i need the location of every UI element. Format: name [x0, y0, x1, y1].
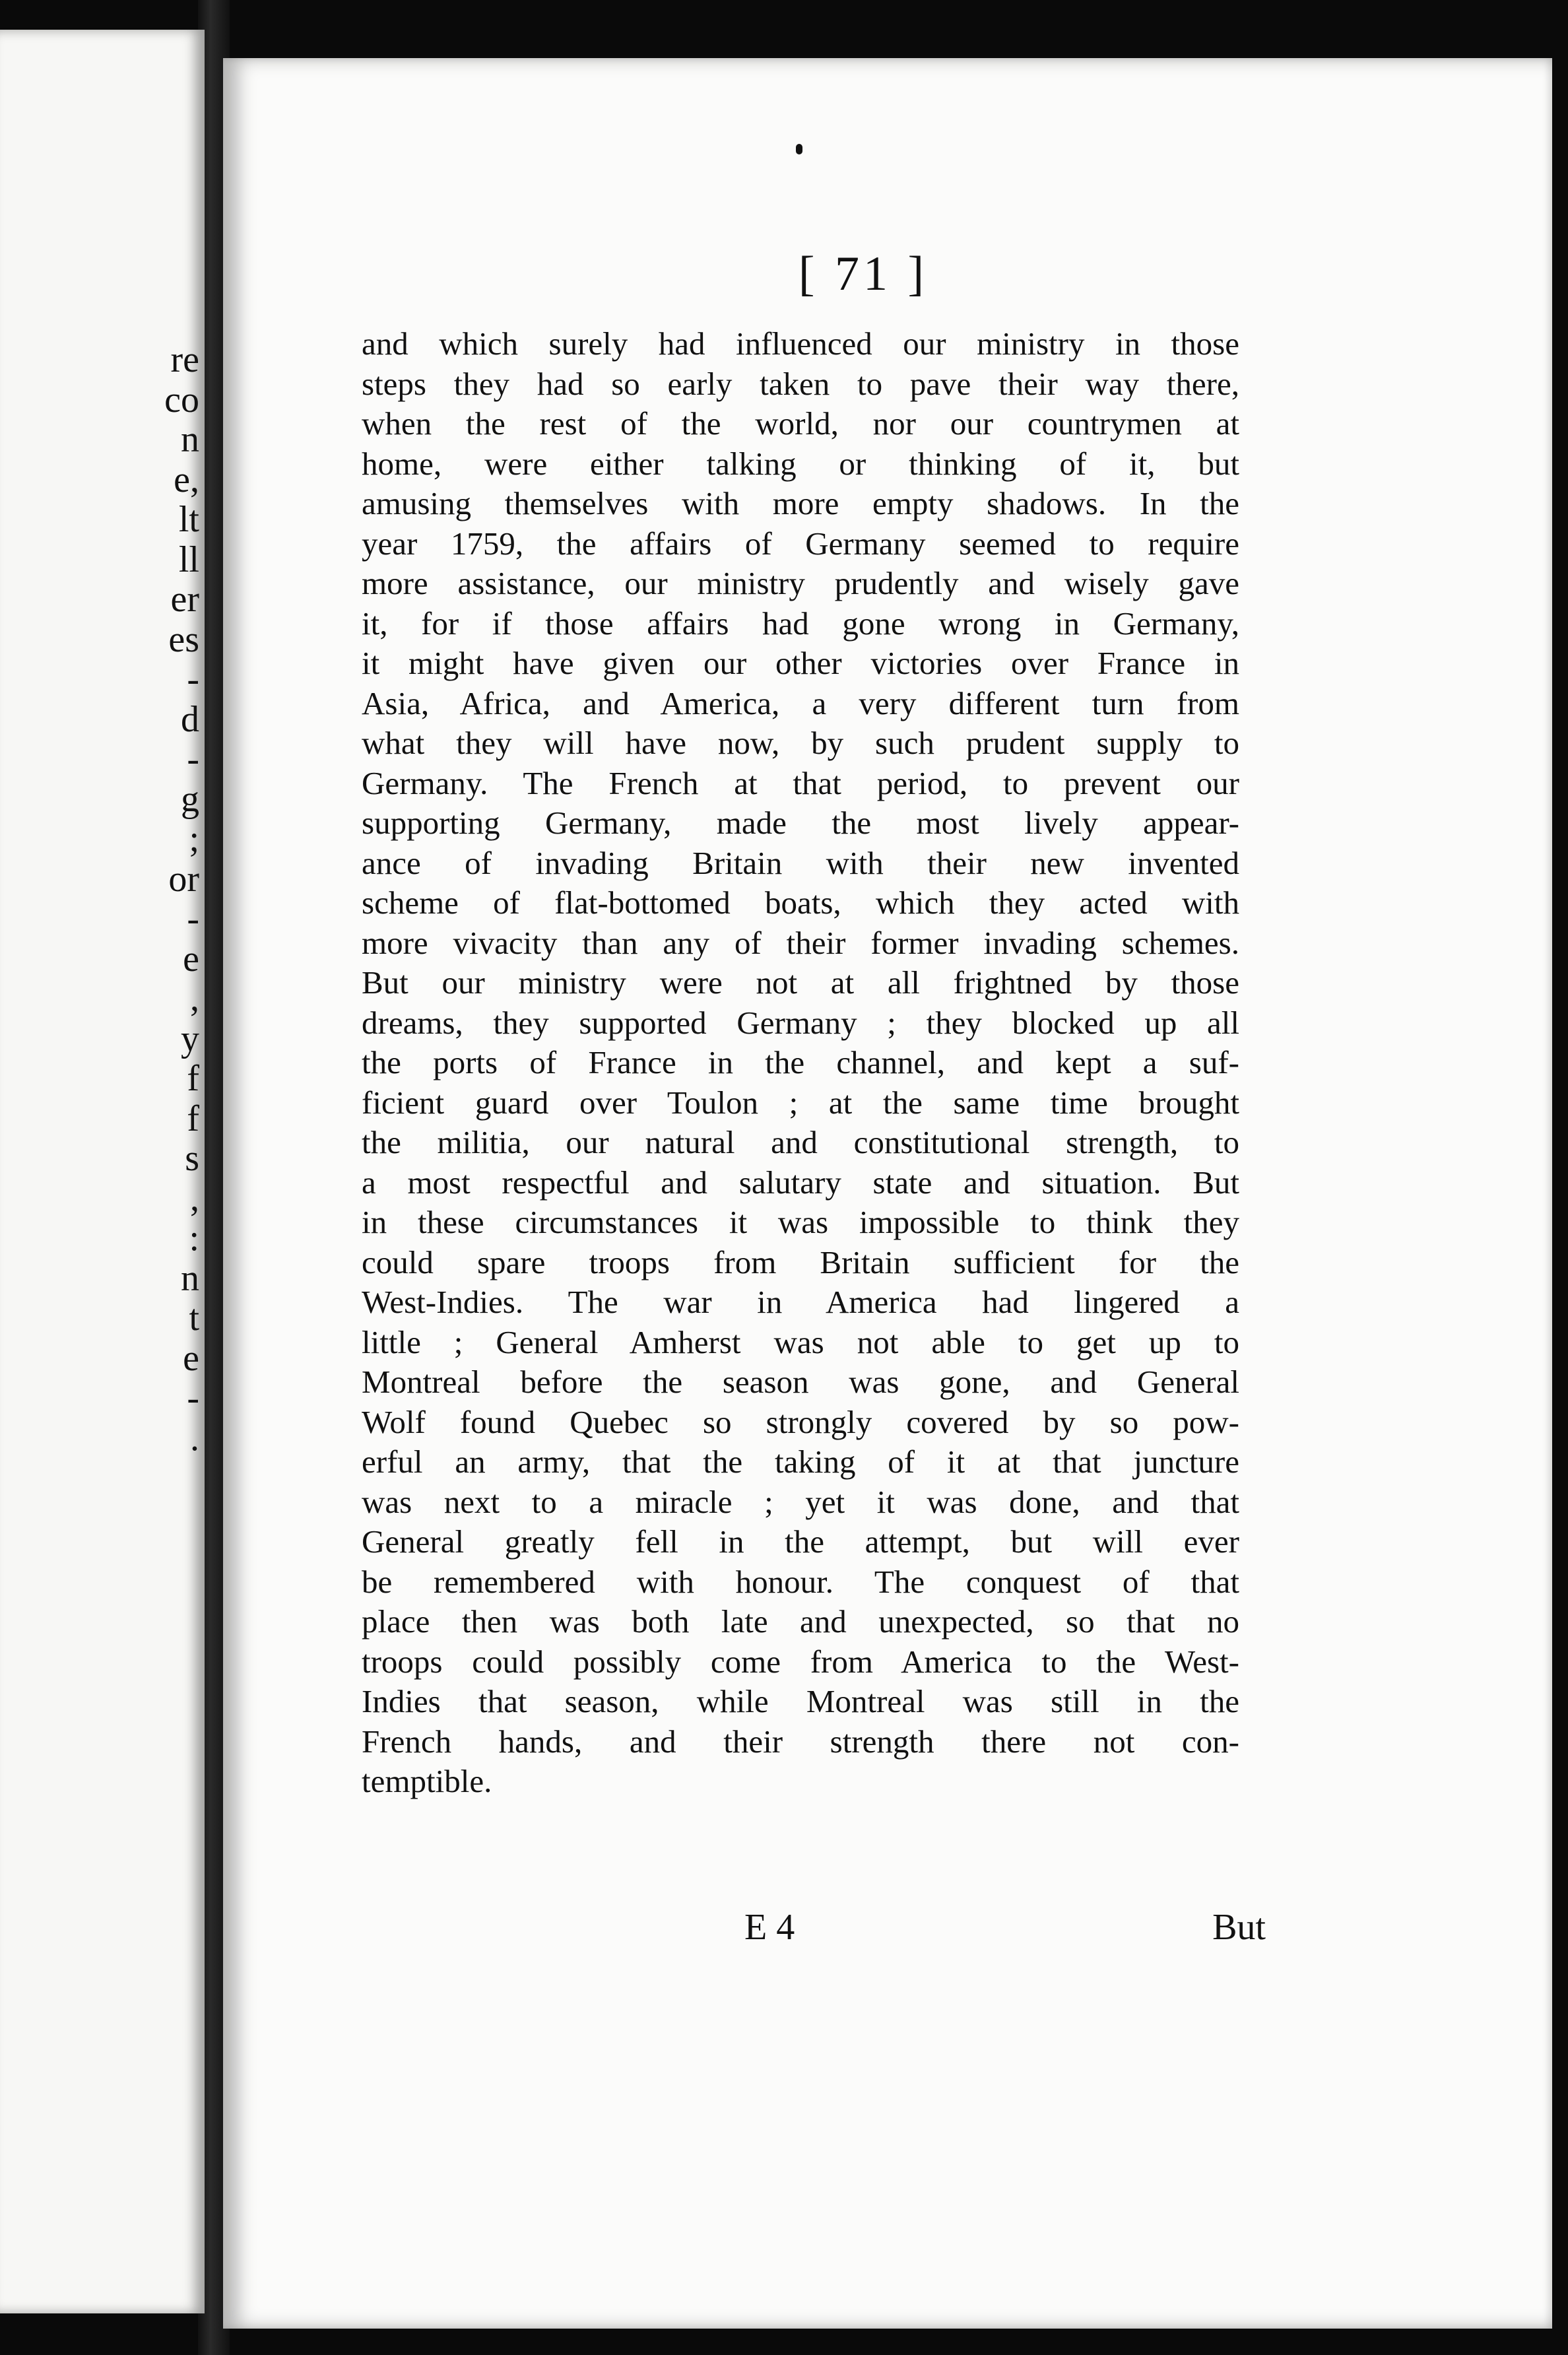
left-page-fragments — [147, 340, 199, 1458]
left-page-fragment: s — [185, 1138, 199, 1179]
text-line: it, for if those affairs had gone wrong in Germany, — [362, 605, 1239, 642]
text-line: ficient guard over Toulon ; at the same time brought — [362, 1084, 1239, 1121]
left-page-fragment: y — [181, 1018, 199, 1059]
text-line: West-Indies. The war in America had lingered a — [362, 1284, 1239, 1320]
right-page — [223, 58, 1552, 2329]
ink-dot — [796, 144, 802, 154]
text-line: Montreal before the season was gone, and General — [362, 1364, 1239, 1400]
left-page-fragment: n — [181, 1257, 199, 1299]
left-page-fragment: n — [181, 419, 199, 460]
page-number: [ 71 ] — [798, 247, 929, 301]
text-line: the ports of France in the channel, and kept a suf- — [362, 1044, 1239, 1080]
signature-mark: E 4 — [744, 1907, 795, 1948]
left-page-fragment: g — [181, 778, 199, 820]
text-line: was next to a miracle ; yet it was done, and that — [362, 1483, 1239, 1520]
left-page-fragment: es — [168, 618, 199, 660]
left-page-fragment: d — [181, 698, 199, 740]
text-line: could spare troops from Britain sufficient for the — [362, 1244, 1239, 1280]
text-line: more vivacity than any of their former invading schemes. — [362, 924, 1239, 961]
text-line: steps they had so early taken to pave their way there, — [362, 365, 1239, 402]
text-line: Indies that season, while Montreal was still in the — [362, 1683, 1239, 1719]
text-line: it might have given our other victories over France in — [362, 645, 1239, 681]
text-line: a most respectful and salutary state and situation. But — [362, 1164, 1239, 1201]
text-line: erful an army, that the taking of it at that juncture — [362, 1443, 1239, 1480]
left-page-fragment: t — [189, 1298, 199, 1339]
left-facing-page — [0, 30, 205, 2313]
body-text — [362, 324, 1239, 1802]
left-page-fragment: - — [187, 739, 199, 779]
left-page-fragment: , — [190, 1178, 199, 1219]
text-line: more assistance, our ministry prudently and wisely gave — [362, 565, 1239, 601]
text-line: Germany. The French at that period, to prevent our — [362, 764, 1239, 801]
text-line: when the rest of the world, nor our countrymen at — [362, 405, 1239, 442]
left-page-fragment: co — [164, 379, 199, 420]
text-line: and which surely had influenced our ministry in those — [362, 325, 1239, 362]
left-page-fragment: ; — [189, 818, 199, 859]
left-page-fragment: er — [170, 579, 199, 620]
text-line: home, were either talking or thinking of it, but — [362, 445, 1239, 482]
text-line: scheme of flat-bottomed boats, which they acted with — [362, 884, 1239, 921]
left-page-fragment: e, — [174, 459, 199, 500]
left-page-fragment: , — [190, 978, 199, 1019]
text-line: Asia, Africa, and America, a very different turn from — [362, 684, 1239, 721]
text-line: what they will have now, by such prudent supply to — [362, 725, 1239, 761]
left-page-fragment: : — [189, 1218, 199, 1259]
text-line: General greatly fell in the attempt, but will ever — [362, 1523, 1239, 1560]
text-line: ance of invading Britain with their new invented — [362, 844, 1239, 881]
left-page-fragment: f — [187, 1058, 199, 1099]
text-line: French hands, and their strength there not con- — [362, 1723, 1239, 1760]
text-line: amusing themselves with more empty shadows. In the — [362, 485, 1239, 521]
text-line: be remembered with honour. The conquest of that — [362, 1563, 1239, 1600]
left-page-fragment: e — [183, 938, 199, 979]
text-line: temptible. — [362, 1763, 492, 1799]
left-page-fragment: . — [190, 1417, 199, 1459]
text-line: the militia, our natural and constitutional strength, to — [362, 1124, 1239, 1160]
left-page-fragment: re — [170, 339, 199, 380]
text-line: place then was both late and unexpected, so that no — [362, 1603, 1239, 1640]
left-page-fragment: f — [187, 1098, 199, 1139]
left-page-fragment: - — [187, 1377, 199, 1418]
text-line: supporting Germany, made the most lively appear- — [362, 805, 1239, 841]
catchword: But — [1212, 1907, 1266, 1948]
left-page-fragment: - — [187, 898, 199, 939]
left-page-fragment: ll — [178, 539, 199, 580]
text-line: But our ministry were not at all frightned by those — [362, 964, 1239, 1001]
text-line: in these circumstances it was impossible to think they — [362, 1204, 1239, 1240]
left-page-fragment: or — [168, 858, 199, 900]
left-page-fragment: - — [187, 659, 199, 700]
text-line: Wolf found Quebec so strongly covered by so pow- — [362, 1403, 1239, 1440]
text-line: troops could possibly come from America to the West- — [362, 1643, 1239, 1680]
text-line: year 1759, the affairs of Germany seemed to require — [362, 525, 1239, 562]
text-line: dreams, they supported Germany ; they blocked up all — [362, 1004, 1239, 1041]
left-page-fragment: lt — [178, 499, 199, 540]
text-line: little ; General Amherst was not able to get up to — [362, 1323, 1239, 1360]
left-page-fragment: e — [183, 1337, 199, 1379]
